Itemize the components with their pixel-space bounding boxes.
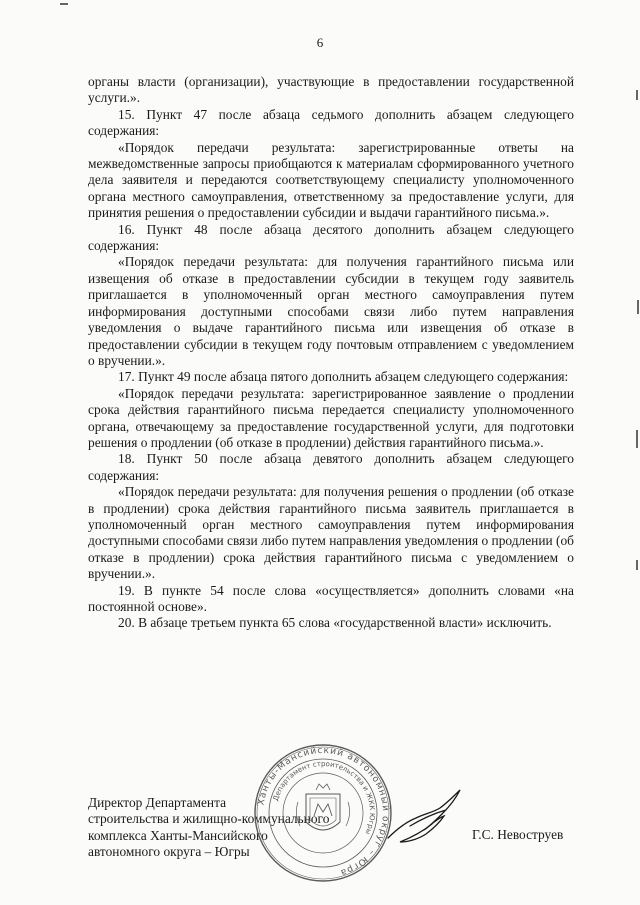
signatory-position-line: Директор Департамента (88, 795, 227, 810)
paragraph: 18. Пункт 50 после абзаца девятого дополнить абзацем следующего содержания: (88, 451, 574, 483)
document-body (88, 74, 574, 632)
coat-of-arms-icon (296, 784, 349, 830)
scan-edge-mark (636, 430, 638, 448)
seal-inner-text: Департамент строительства и ЖКК Югры (271, 759, 377, 836)
scan-edge-mark (636, 90, 638, 100)
official-seal (252, 742, 394, 884)
paragraph: «Порядок передачи результата: для получения гарантийного письма или извещения об отказе в предоставлении субсидии в текущем году заявитель приглашается в уполномоченный орган местного самоуправления путем информирования доступными способами связи либо путем направления уведомления о выдаче гарантийного письма или извещения об отказе в предоставлении субсидии в текущем году почтовым отправлением с уведомлением о вручении.». (88, 254, 574, 368)
page-number: 6 (316, 35, 324, 50)
scan-edge-mark (637, 300, 639, 314)
scan-edge-mark (636, 560, 638, 570)
paragraph: 19. В пункте 54 после слова «осуществляется» дополнить словами «на постоянной основе». (88, 582, 574, 614)
handwritten-signature (380, 780, 470, 850)
paragraph: 15. Пункт 47 после абзаца седьмого дополнить абзацем следующего содержания: (88, 106, 574, 139)
paragraph: 20. В абзаце третьем пункта 65 слова «государственной власти» исключить. (118, 615, 552, 631)
signatory-name: Г.С. Невоструев (472, 827, 564, 842)
seal-outer-text: Ханты-Мансийский автономный округ – Югра (256, 745, 391, 878)
paragraph: «Порядок передачи результата: зарегистрированное заявление о продлении срока действия гарантийного письма передается специалисту уполномоченного органа, отвечающему за предоставление государственной услуги, для подготовки решения о продлении (об отказе в продлении) действия гарантийного письма.». (88, 385, 574, 450)
paragraph: 17. Пункт 49 после абзаца пятого дополнить абзацем следующего содержания: (118, 369, 569, 385)
signatory-position-line: строительства и жилищно-коммунального (88, 811, 330, 827)
paragraph: «Порядок передачи результата: зарегистрированные ответы на межведомственные запросы приобщаются к материалам сформированного учетного дела заявителя и передаются соответствующему специалисту уполномоченного органа местного самоуправления, ответственному за предоставление услуги, для принятия решения о предоставлении субсидии и выдачи гарантийного письма.». (88, 139, 574, 221)
paragraph: 16. Пункт 48 после абзаца десятого дополнить абзацем следующего содержания: (88, 221, 574, 254)
signatory-position-line: автономного округа – Югры (88, 844, 250, 860)
scan-edge-mark (60, 3, 68, 5)
signatory-position-line: комплекса Ханты-Мансийского (88, 827, 268, 843)
paragraph: органы власти (организации), участвующие в предоставлении государственной услуги.». (88, 74, 574, 106)
paragraph: «Порядок передачи результата: для получения решения о продлении (об отказе в продлении) срока действия гарантийного письма заявитель приглашается в уполномоченный орган местного самоуправления путем информирования доступными способами связи либо путем направления уведомления о продлении (об отказе в продлении) срока действия гарантийного письма с уведомлением о вручении.». (88, 484, 574, 582)
